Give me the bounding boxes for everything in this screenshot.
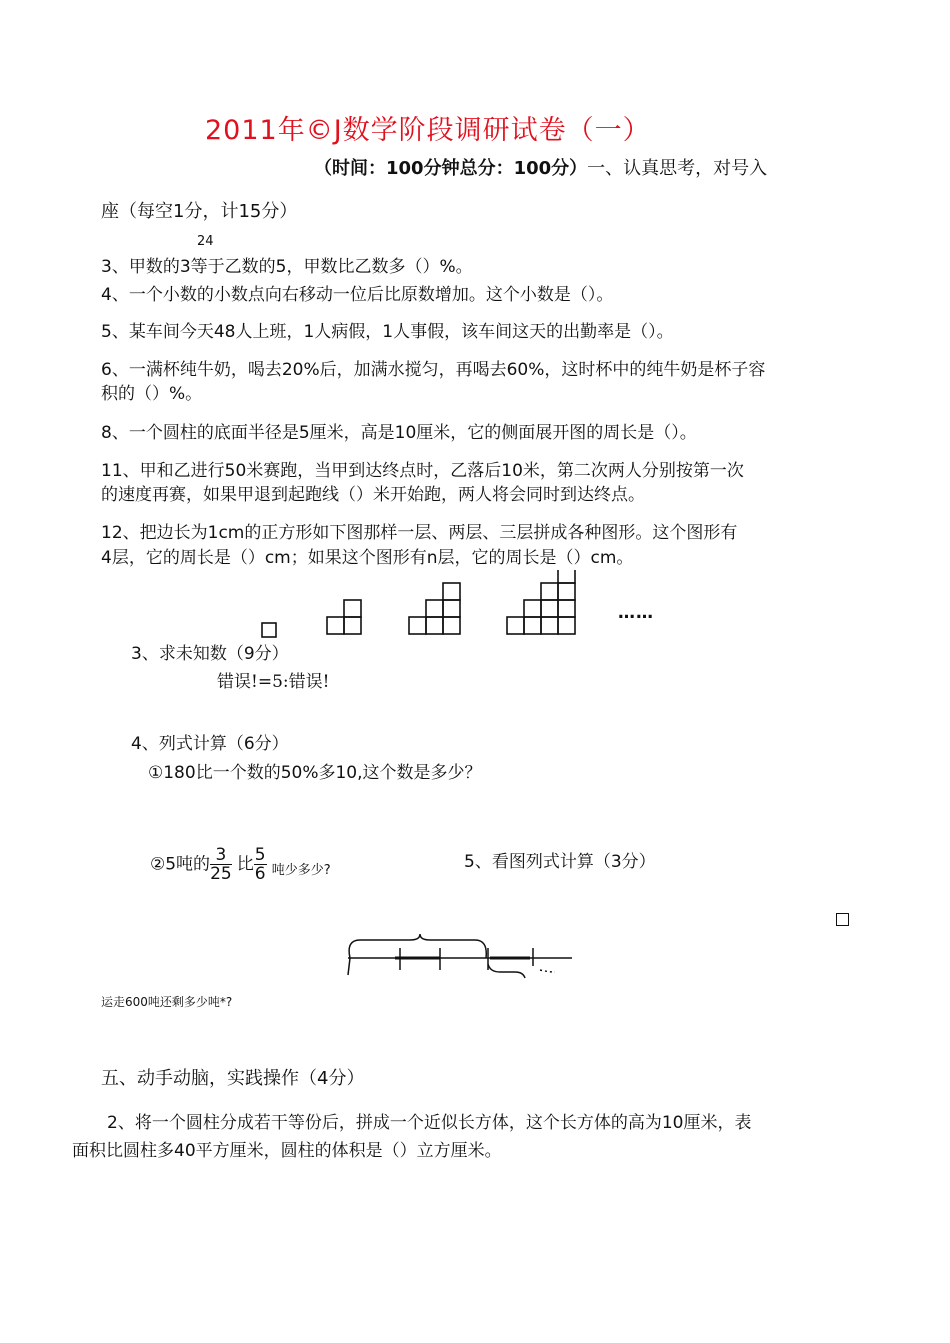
section-4-item-1: ①180比一个数的50%多10,这个数是多少？	[148, 763, 482, 783]
staircase-ellipsis: ……	[618, 603, 654, 623]
staircase-3-layers	[409, 583, 460, 634]
question-3: 3、甲数的3等于乙数的5，甲数比乙数多（）%。	[101, 257, 473, 277]
top-brace	[349, 934, 486, 958]
section-one-heading-start: 一、认真思考，对号入	[587, 158, 768, 179]
question-11-line1: 11、甲和乙进行50米赛跑，当甲到达终点时，乙落后10米，第二次两人分别按第一次	[101, 461, 744, 481]
staircase-4-layers	[507, 570, 575, 634]
section-five-q2-line2: 面积比圆柱多40平方厘米，圆柱的体积是（）立方厘米。	[72, 1141, 502, 1161]
q3-superscript: 24	[197, 234, 214, 249]
section-five-q2-line1: 2、将一个圆柱分成若干等份后，拼成一个近似长方体，这个长方体的高为10厘米，表	[107, 1113, 752, 1133]
question-12-line2: 4层，它的周长是（）cm；如果这个图形有n层，它的周长是（）cm。	[101, 548, 634, 568]
section-one-heading-end: 座（每空1分，计15分）	[101, 201, 298, 222]
item-2-suffix: 吨少多少?	[271, 863, 331, 878]
question-6-line2: 积的（）%。	[101, 384, 203, 404]
section-4-heading: 4、列式计算（6分）	[131, 734, 289, 754]
placeholder-box	[836, 913, 849, 926]
diagram-caption: 运走600吨还剩多少吨*?	[101, 995, 233, 1009]
fraction-5-6: $\frac{5}{6}$	[254, 846, 266, 884]
staircase-2-layers	[327, 600, 361, 634]
question-4: 4、一个小数的小数点向右移动一位后比原数增加。这个小数是（）。	[101, 285, 614, 305]
fraction-3-25: $\frac{3}{25}$	[210, 846, 232, 884]
header-line	[314, 158, 767, 180]
question-6-line1: 6、一满杯纯牛奶，喝去20%后，加满水搅匀，再喝去60%，这时杯中的纯牛奶是杯子容	[101, 360, 766, 380]
item-2-prefix: ②5吨的	[150, 854, 211, 875]
question-5: 5、某车间今天48人上班，1人病假，1人事假，该车间这天的出勤率是（）。	[101, 322, 674, 342]
time-info: （时间：100分钟总分：100分）	[314, 158, 588, 179]
section-3-heading: 3、求未知数（9分）	[131, 644, 289, 664]
section-4-item-2	[150, 846, 382, 890]
question-8: 8、一个圆柱的底面半径是5厘米，高是10厘米，它的侧面展开图的周长是（）。	[101, 423, 697, 443]
staircase-figures	[255, 570, 675, 645]
question-11-line2: 的速度再赛，如果甲退到起跑线（）米开始跑，两人将会同时到达终点。	[101, 485, 645, 505]
question-12-line1: 12、把边长为1cm的正方形如下图那样一层、两层、三层拼成各种图形。这个图形有	[101, 523, 738, 543]
section-five-heading: 五、动手动脑，实践操作（4分）	[101, 1068, 365, 1089]
segment-diagram	[340, 930, 580, 990]
equation-error-text: 错误!=5:错误!	[217, 672, 330, 692]
page-title: 2011年©J数学阶段调研试卷（一）	[205, 115, 651, 146]
bottom-brace-left	[488, 964, 525, 978]
staircase-1-layer	[262, 623, 276, 637]
item-2-mid: 比	[236, 854, 254, 875]
section-5-heading: 5、看图列式计算（3分）	[464, 852, 656, 872]
